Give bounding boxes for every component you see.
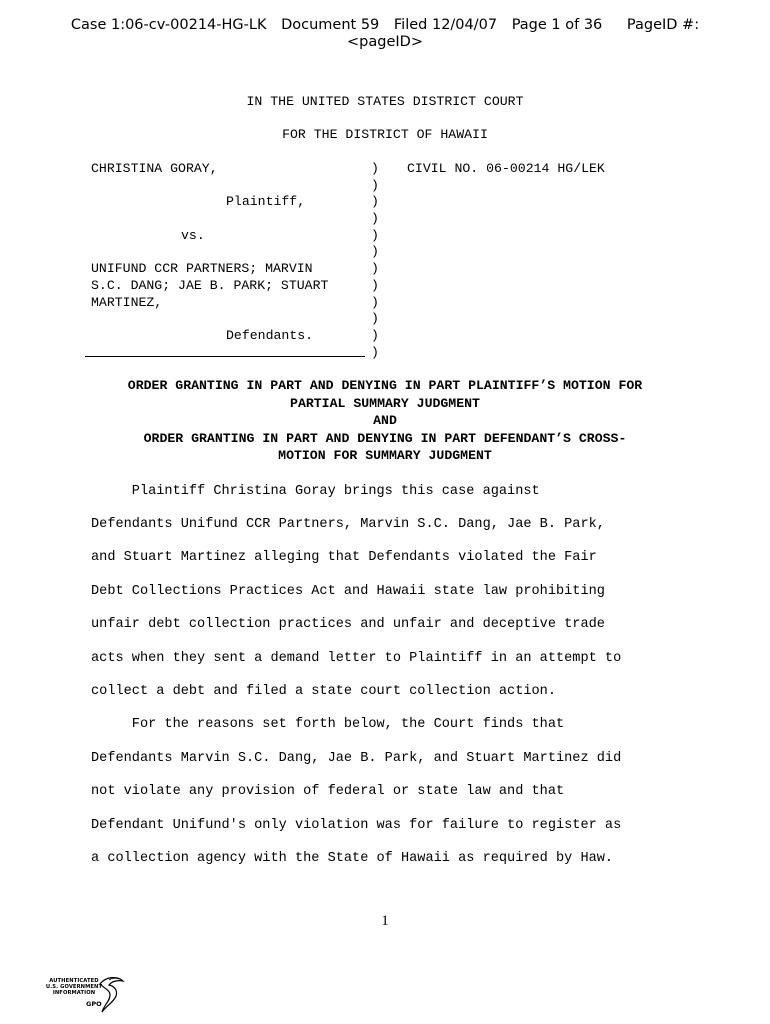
court-name: IN THE UNITED STATES DISTRICT COURT [246, 94, 524, 109]
title-line: AND [373, 413, 397, 428]
caption-paren: ) [371, 228, 379, 243]
body-line: a collection agency with the State of Hawaii as required by Haw. [91, 851, 614, 866]
title-line: MOTION FOR SUMMARY JUDGMENT [278, 448, 492, 463]
civil-number: CIVIL NO. 06-00214 HG/LEK [407, 161, 605, 176]
gpo-authentication-seal [44, 972, 130, 1016]
plaintiff-role: Plaintiff, [226, 194, 306, 209]
caption-paren: ) [371, 345, 379, 360]
eagle-icon [96, 974, 126, 1014]
order-title [80, 377, 690, 465]
case-header [0, 17, 770, 51]
page-number: 1 [381, 913, 389, 929]
title-line: ORDER GRANTING IN PART AND DENYING IN PART PLAINTIFF’S MOTION FOR [127, 378, 643, 393]
caption-paren: ) [371, 178, 379, 193]
caption-paren: ) [371, 295, 379, 310]
defendants-line-1: UNIFUND CCR PARTNERS; MARVIN [91, 261, 313, 276]
caption-paren: ) [371, 311, 379, 326]
seal-text-line: U.S. GOVERNMENT [45, 984, 103, 990]
pageid-value: <pageID> [347, 34, 423, 50]
body-line: Defendants Marvin S.C. Dang, Jae B. Park, and Stuart Martinez did [91, 751, 622, 766]
defendants-line-3: MARTINEZ, [91, 295, 163, 310]
pageid-label: PageID #: [626, 17, 700, 33]
document-number: Document 59 [281, 17, 380, 33]
filed-date: Filed 12/04/07 [393, 17, 498, 33]
body-line: and Stuart Martinez alleging that Defendants violated the Fair [91, 550, 597, 565]
body-line: Defendant Unifund's only violation was for failure to register as [91, 818, 622, 833]
versus-label: vs. [181, 228, 205, 243]
caption-paren: ) [371, 261, 379, 276]
title-line: PARTIAL SUMMARY JUDGMENT [290, 395, 480, 411]
body-line: collect a debt and filed a state court collection action. [91, 684, 556, 699]
body-line: Debt Collections Practices Act and Hawaii state law prohibiting [91, 584, 605, 599]
caption-paren: ) [371, 328, 379, 343]
page-indicator: Page 1 of 36 [511, 17, 603, 33]
case-number: Case 1:06-cv-00214-HG-LK [70, 17, 267, 33]
body-line: For the reasons set forth below, the Court finds that [91, 717, 565, 732]
body-line: not violate any provision of federal or state law and that [91, 784, 565, 799]
caption-paren: ) [371, 211, 379, 226]
court-district: FOR THE DISTRICT OF HAWAII [282, 127, 488, 142]
body-line: Plaintiff Christina Goray brings this case against [91, 484, 540, 499]
body-line: unfair debt collection practices and unfair and deceptive trade [91, 617, 605, 632]
caption-paren: ) [371, 161, 379, 176]
title-line: ORDER GRANTING IN PART AND DENYING IN PART DEFENDANT’S CROSS- [143, 430, 627, 446]
seal-text-line: AUTHENTICATED [49, 978, 99, 984]
defendants-role: Defendants. [226, 328, 314, 343]
caption-paren: ) [371, 194, 379, 209]
body-line: acts when they sent a demand letter to Plaintiff in an attempt to [91, 651, 622, 666]
seal-label: GPO [86, 1000, 102, 1008]
defendants-line-2: S.C. DANG; JAE B. PARK; STUART [91, 278, 329, 293]
caption-rule [85, 356, 365, 357]
plaintiff-name: CHRISTINA GORAY, [91, 161, 218, 176]
caption-paren: ) [371, 278, 379, 293]
seal-text [44, 978, 104, 996]
body-line: Defendants Unifund CCR Partners, Marvin S.C. Dang, Jae B. Park, [91, 517, 605, 532]
caption-paren: ) [371, 244, 379, 259]
seal-text-line: INFORMATION [52, 990, 96, 996]
